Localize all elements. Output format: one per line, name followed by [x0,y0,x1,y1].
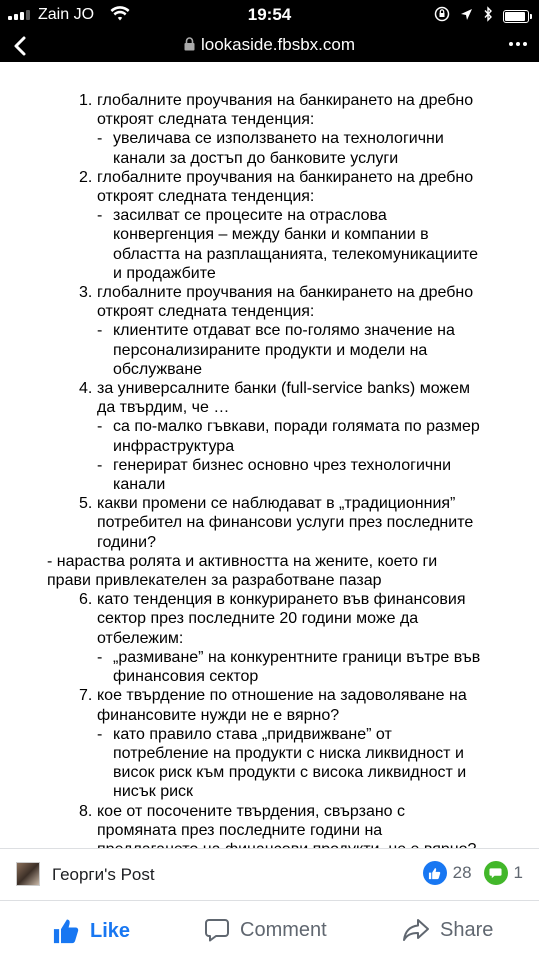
lock-icon [184,37,195,51]
answer-line [0,225,539,244]
share-label: Share [440,918,494,941]
more-dots-icon[interactable] [509,42,527,46]
question-line [0,494,539,513]
answer-line [0,417,539,436]
answer-bullet: - [97,418,103,436]
answer-text: засилват се процесите на отраслова [113,207,387,225]
answer-line [0,456,539,475]
battery-level [505,12,525,21]
answer-text: клиентите отдават все по-голямо значение на [113,322,455,340]
question-line [0,110,539,129]
question-number: 7. [79,687,93,705]
answer-text: канали за достъп до банковите услуги [113,149,399,167]
comment-bubble-icon [204,918,230,942]
answer-line [0,744,539,763]
answer-line [0,763,539,782]
like-count: 28 [452,863,472,882]
reactions-summary[interactable] [423,861,523,885]
answer-text: финансовия сектор [113,668,259,686]
share-arrow-icon [402,918,430,942]
question-text: да твърдим, че … [97,399,230,417]
like-label: Like [90,919,131,942]
question-text: глобалните проучвания на банкирането на дребно [97,168,474,186]
answer-bullet: - [97,207,103,225]
thumbs-up-icon [52,918,80,944]
question-number: 5. [79,495,93,513]
question-line [0,821,539,840]
answer-text: персонализираните продукти и модели на [113,341,428,359]
answer-text: „размиване” на конкурентните граници вътре във [113,648,481,666]
question-line [0,686,539,705]
answer-bullet: - [97,130,103,148]
question-number: 3. [79,284,93,302]
answer-text: като правило става „придвижване” от [113,725,392,743]
answer-bullet: - [97,648,103,666]
answer-text: канали [113,476,166,494]
document-text [0,91,539,859]
question-text: години? [97,533,156,551]
question-line [0,398,539,417]
question-line [0,609,539,628]
answer-line [0,725,539,744]
like-button[interactable] [52,918,130,944]
answer-text: потребление на продукти с ниска ликвидност и [113,744,464,762]
question-number: 4. [79,380,93,398]
answer-bullet: - [97,456,103,474]
answer-line [0,782,539,801]
answer-line [0,206,539,225]
question-line [0,513,539,532]
question-text: промяната през последните години на [97,821,383,839]
question-text: отбележим: [97,629,184,647]
question-text: какви промени се наблюдават в „традиционния” [97,495,456,513]
answer-line [0,437,539,456]
answer-text: обслужване [113,360,203,378]
question-number: 8. [79,802,93,820]
url-text: lookaside.fbsbx.com [200,35,356,54]
answer-text: конвергенция – между банки и компании в [113,226,429,244]
answer-text: висок риск към продукти с висока ликвидност и [113,764,467,782]
question-text: финансовите нужди не е вярно? [97,706,340,724]
answer-text: нисък риск [113,783,194,801]
question-number: 6. [79,591,93,609]
standalone-answer-line: прави привлекателен за разработване пазар [47,572,382,590]
question-text: откроят следната тенденция: [97,303,315,321]
question-line [0,802,539,821]
question-number: 2. [79,168,93,186]
answer-text: увеличава се използването на технологични [113,130,444,148]
action-bar [0,900,539,960]
rotation-lock-icon [434,6,450,27]
answer-line [0,360,539,379]
comment-count: 1 [513,863,523,882]
like-reaction-icon [423,861,447,885]
question-line [0,379,539,398]
clock: 19:54 [247,5,292,24]
question-line [0,91,539,110]
question-line [0,302,539,321]
answer-text: са по-малко гъвкави, поради голямата по размер [113,418,480,436]
answer-line [0,341,539,360]
answer-line [0,667,539,686]
question-text: за универсалните банки (full-service banks) можем [97,380,471,398]
answer-bullet: - [97,725,103,743]
avatar[interactable] [16,862,40,886]
answer-text: генерират бизнес основно чрез технологични [113,456,452,474]
question-line [0,187,539,206]
image-viewer [0,62,539,848]
question-text: потребител на финансови услуги през последните [97,514,474,532]
answer-line [0,264,539,283]
post-info-bar [0,848,539,900]
standalone-answer-line: - нараства ролята и активността на жените, което ги [47,552,438,570]
answer-text: и продажбите [113,264,216,282]
comment-label: Comment [240,918,327,941]
answer-line [0,245,539,264]
comment-button[interactable] [204,918,327,942]
question-text: откроят следната тенденция: [97,111,315,129]
comment-count-icon [484,861,508,885]
answer-line [0,648,539,667]
question-line [0,629,539,648]
answer-line [0,475,539,494]
carrier-name: Zain JO [38,6,95,23]
question-text: сектор през последните 20 години може да [97,610,419,628]
bluetooth-icon [483,6,493,27]
question-text: като тенденция в конкурирането във финансовия [97,591,466,609]
location-arrow-icon [460,8,473,26]
question-line [0,283,539,302]
answer-line [0,321,539,340]
answer-text: областта на разплащанията, телекомуникациите [113,245,478,263]
browser-url-bar [0,30,539,62]
question-text: кое твърдение по отношение на задоволяване на [97,687,467,705]
status-bar [0,0,539,30]
question-line [0,590,539,609]
question-number: 1. [79,92,93,109]
answer-line [0,129,539,148]
answer-bullet: - [97,322,103,340]
question-line [0,533,539,552]
share-button[interactable] [402,918,493,942]
question-text: кое от посочените твърдения, свързано с [97,802,406,820]
url-display[interactable] [0,35,539,55]
answer-text: инфраструктура [113,437,235,455]
post-title[interactable]: Георги's Post [52,865,155,884]
answer-line [0,149,539,168]
question-text: глобалните проучвания на банкирането на дребно [97,284,474,302]
question-line [0,706,539,725]
question-text: глобалните проучвания на банкирането на дребно [97,92,474,109]
question-line [0,168,539,187]
question-text: откроят следната тенденция: [97,188,315,206]
battery-icon [503,10,529,23]
